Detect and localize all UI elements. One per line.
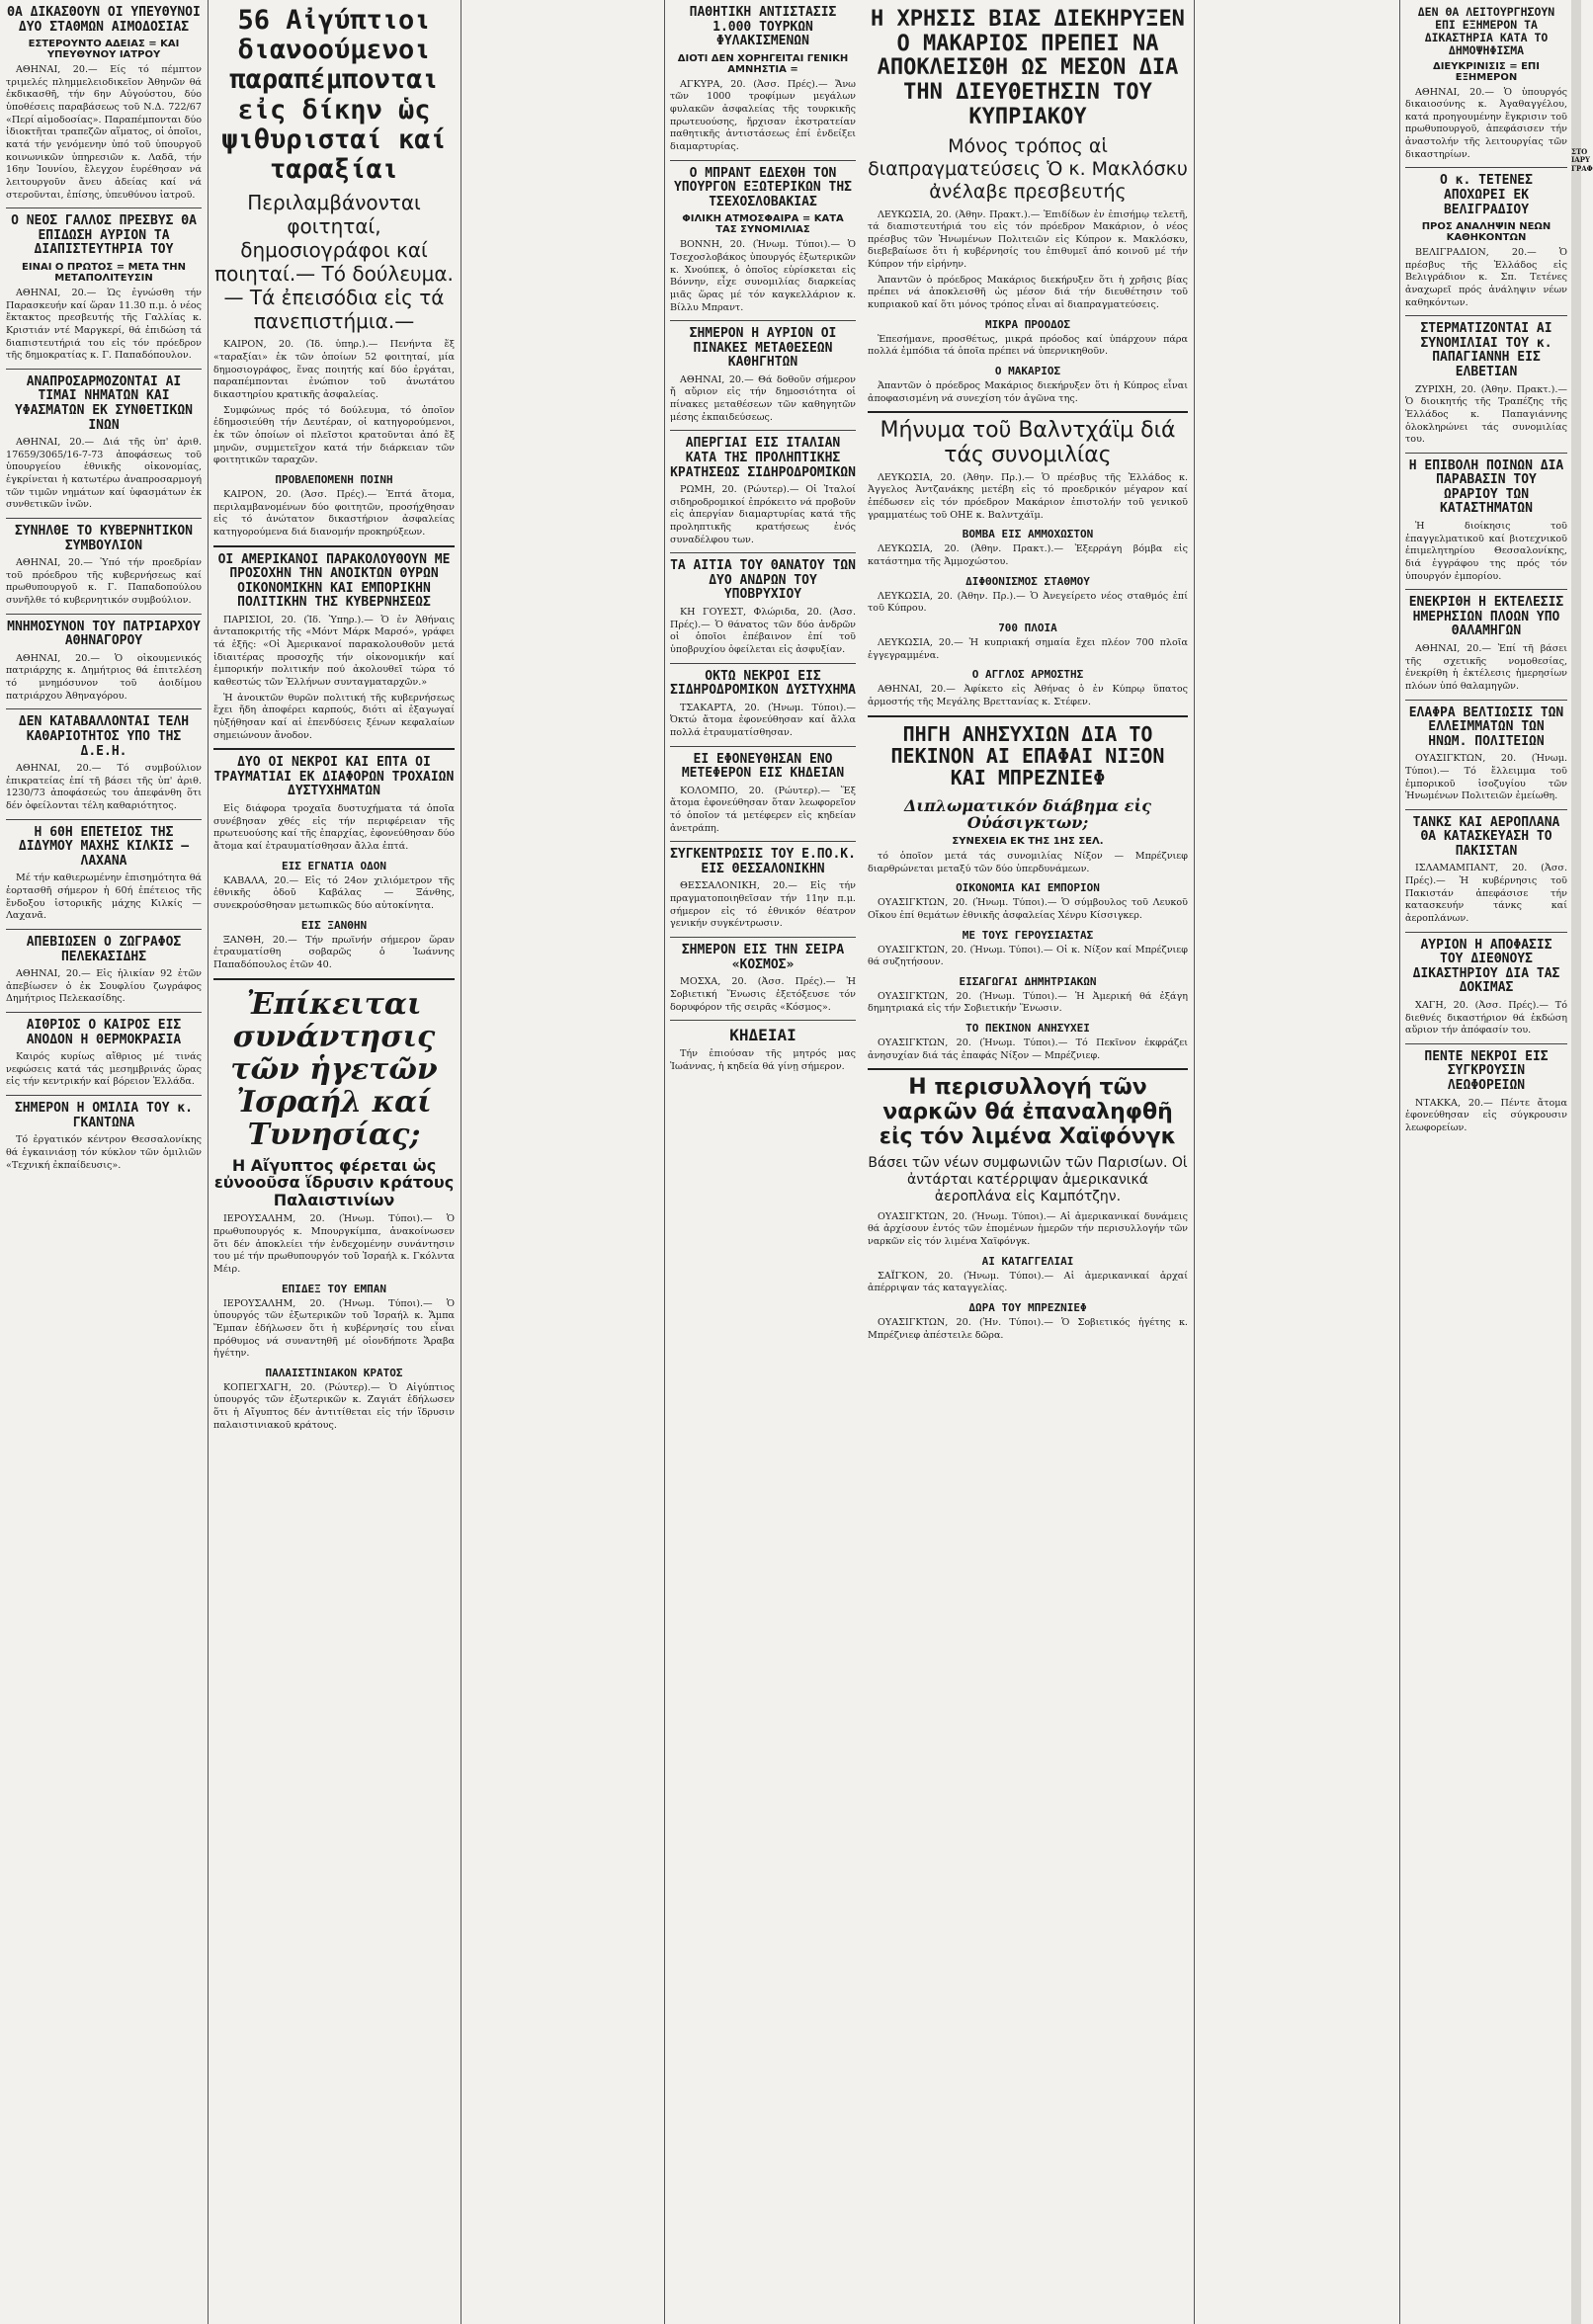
subheadline: ΔΙΟΤΙ ΔΕΝ ΧΟΡΗΓΕΙΤΑΙ ΓΕΝΙΚΗ ΑΜΝΗΣΤΙΑ = xyxy=(677,52,849,75)
article-body: ΟΥΑΣΙΓΚΤΩΝ, 20. (Ἡνωμ. Τύποι).— Ὁ σύμβουλος τοῦ Λευκοῦ Οἴκου ἐπί θεμάτων ἐθνικῆς ἀσφαλείας Χένρυ Κίσσιγκερ. xyxy=(868,897,1188,921)
subhead: ΕΙΣ ΞΑΝΘΗΝ xyxy=(300,918,368,932)
page-edge xyxy=(1571,0,1593,2324)
article-body: ΙΕΡΟΥΣΑΛΗΜ, 20. (Ἡνωμ. Τύποι).— Ὁ πρωθυπουργός κ. Μπουργκίμπα, ἀνακοίνωσεν ὅτι δέν ἀποκλείει τήν ἐνδεχομένην συνάντησιν του μέ τήν πρωθυπουργόν τοῦ Ἰσραήλ κ. Γκόλντα Μέιρ. xyxy=(213,1213,455,1275)
article-body: ΘΕΣΣΑΛΟΝΙΚΗ, 20.— Εἰς τήν πραγματοποιηθεῖσαν τήν 11ην π.μ. σήμερον εἰς τό ἐθνικόν θέατρον γενικήν συγκέντρωσιν. xyxy=(670,880,856,930)
headline: ΤΑΝΚΣ ΚΑΙ ΑΕΡΟΠΛΑΝΑ ΘΑ ΚΑΤΑΣΚΕΥΑΣΗ ΤΟ ΠΑΚΙΣΤΑΝ xyxy=(1412,814,1560,859)
subheadline: ΔΙΕΥΚΡΙΝΙΣΙΣ = ΕΠΙ ΕΞΗΜΕΡΟΝ xyxy=(1432,60,1541,83)
subhead: ΠΑΛΑΙΣΤΙΝΙΑΚΟΝ ΚΡΑΤΟΣ xyxy=(265,1366,403,1379)
article-body: ΛΕΥΚΩΣΙΑ, 20. (Ἀθην. Πρ.).— Ὁ πρέσβυς τῆς Ἑλλάδος κ. Ἀγγελος Ἀντζανάκης μετέβη εἰς τό προεδρικόν μέγαρον καί ἐπέδωσεν εἰς τόν πρόεδρον Μακάριον ἐπιστολήν τοῦ γενικοῦ γραμματέως τοῦ ΟΗΕ κ. Βαλντχάϊμ. xyxy=(868,471,1188,521)
subhead: ΠΡΟΒΛΕΠΟΜΕΝΗ ΠΟΙΝΗ xyxy=(275,472,393,486)
subhead: ΕΠΙΔΕΞ ΤΟΥ ΕΜΠΑΝ xyxy=(282,1282,386,1295)
headline: ΔΕΝ ΚΑΤΑΒΑΛΛΟΝΤΑΙ ΤΕΛΗ ΚΑΘΑΡΙΟΤΗΤΟΣ ΥΠΟ ΤΗΣ Δ.Ε.Η. xyxy=(18,714,190,759)
article-body: ΛΕΥΚΩΣΙΑ, 20. (Ἀθην. Πρ.).— Ὁ Ἀνεγείρετο νέος σταθμός ἐπί τοῦ Κύπρου. xyxy=(868,590,1188,615)
article-body: ΑΘΗΝΑΙ, 20.— Ὁ οἰκουμενικός πατριάρχης κ. Δημήτριος θά ἐπιτελέση τό μνημόσυνον τοῦ ἀοιδίμου πατριάρχου Ἀθηναγόρου. xyxy=(6,652,202,702)
headline: ΣΗΜΕΡΟΝ Η ΟΜΙΛΙΑ ΤΟΥ κ. ΓΚΑΝΤΩΝΑ xyxy=(14,1101,193,1130)
article-body: Ἡ διοίκησις τοῦ ἐπαγγελματικοῦ καί βιοτεχνικοῦ ἐπιμελητηρίου Θεσσαλονίκης, διά ἐγγράφου της πρός τόν ὑπουργόν ἐμπορίου. xyxy=(1405,521,1567,582)
subhead: Ο ΜΑΚΑΡΙΟΣ xyxy=(994,365,1061,378)
headline: Ο κ. ΤΕΤΕΝΕΣ ΑΠΟΧΩΡΕΙ ΕΚ ΒΕΛΙΓΡΑΔΙΟΥ xyxy=(1440,173,1533,217)
column-rule xyxy=(1194,0,1195,2324)
headline: ΔΥΟ ΟΙ ΝΕΚΡΟΙ ΚΑΙ ΕΠΤΑ ΟΙ ΤΡΑΥΜΑΤΙΑΙ ΕΚ ΔΙΑΦΟΡΩΝ ΤΡΟΧΑΙΩΝ ΔΥΣΤΥΧΗΜΑΤΩΝ xyxy=(213,755,455,799)
subhead: ΔΙΦΘΟΝΙΣΜΟΣ ΣΤΑΘΜΟΥ xyxy=(965,574,1090,588)
subhead: ΤΟ ΠΕΚΙΝΟΝ ΑΝΗΣΥΧΕΙ xyxy=(965,1022,1090,1036)
article-body: ΟΥΑΣΙΓΚΤΩΝ, 20. (Ἡνωμ. Τύποι).— Τό ἔλλειμμα τοῦ ἐμπορικοῦ ἰσοζυγίου τῶν Ἡνωμένων Πολιτειῶν ἐμείωθη. xyxy=(1405,753,1567,802)
headline: Ο ΜΠΡΑΝΤ ΕΔΕΧΘΗ ΤΟΝ ΥΠΟΥΡΓΟΝ ΕΞΩΤΕΡΙΚΩΝ ΤΗΣ ΤΣΕΧΟΣΛΟΒΑΚΙΑΣ xyxy=(673,165,852,209)
headline: ΕΝΕΚΡΙΘΗ Η ΕΚΤΕΛΕΣΙΣ ΗΜΕΡΗΣΙΩΝ ΠΛΟΩΝ ΥΠΟ ΘΑΛΑΜΗΓΩΝ xyxy=(1408,595,1564,639)
headline: Η 60Η ΕΠΕΤΕΙΟΣ ΤΗΣ ΔΙΔΥΜΟΥ ΜΑΧΗΣ ΚΙΛΚΙΣ — ΛΑΧΑΝΑ xyxy=(18,824,190,869)
headline: ΤΑ ΑΙΤΙΑ ΤΟΥ ΘΑΝΑΤΟΥ ΤΩΝ ΔΥΟ ΑΝΔΡΩΝ ΤΟΥ ΥΠΟΒΡΥΧΙΟΥ xyxy=(670,558,856,603)
subheadline: ΦΙΛΙΚΗ ΑΤΜΟΣΦΑΙΡΑ = ΚΑΤΑ ΤΑΣ ΣΥΝΟΜΙΛΙΑΣ xyxy=(682,213,844,236)
column-rule xyxy=(1399,0,1400,2324)
article-body: Μέ τήν καθιερωμένην ἐπισημότητα θά ἑορτασθῆ σήμερον ἡ 60ή ἐπέτειος τῆς ἔνδοξου ἱστορικῆς μάχης Κιλκίς — Λαχανᾶ. xyxy=(6,872,202,922)
article-body: Ἐπεσήμανε, προσθέτως, μικρά πρόοδος καί ὑπάρχουν πάρα πολλά ἐμπόδια τά ὁποῖα πρέπει νά ὑπερνικηθοῦν. xyxy=(868,333,1188,358)
article-body: ΠΑΡΙΣΙΟΙ, 20. (Ἰδ. Ὑπηρ.).— Ὁ ἐν Ἀθήναις ἀνταποκριτής τῆς «Μόντ Μάρκ Μαρσό», γράφει τά ἑξῆς: «Οἱ Ἀμερικανοί παρακολουθοῦν μετά ἰδιαιτέρας προσοχῆς τήν οἰκονομικήν καί ἐμπορικήν πολιτικήν πού ἀκολουθεῖ τώρα τό καθεστώς τῶν Ἑλλήνων συνταγματαρχῶν.» xyxy=(213,614,455,689)
edge-text: ΣΤΟ xyxy=(1571,147,1588,156)
headline: ΑΠΕΡΓΙΑΙ ΕΙΣ ΙΤΑΛΙΑΝ ΚΑΤΑ ΤΗΣ ΠΡΟΛΗΠΤΙΚΗΣ ΚΡΑΤΗΣΕΩΣ ΣΙΔΗΡΟΔΡΟΜΙΚΩΝ xyxy=(670,436,856,480)
article-body: ΟΥΑΣΙΓΚΤΩΝ, 20. (Ἡνωμ. Τύποι).— Ἡ Ἀμερική θά ἐξάγη δημητριακά εἰς τήν Σοβιετικήν Ἕνωσιν. xyxy=(868,990,1188,1015)
headline: ΠΗΓΗ ΑΝΗΣΥΧΙΩΝ ΔΙΑ ΤΟ ΠΕΚΙΝΟΝ ΑΙ ΕΠΑΦΑΙ ΝΙΞΟΝ ΚΑΙ ΜΠΡΕΖΝΙΕΦ xyxy=(890,721,1165,790)
subhead: ΒΟΜΒΑ ΕΙΣ ΑΜΜΟΧΩΣΤΟΝ xyxy=(962,528,1094,541)
headline: Ο ΝΕΟΣ ΓΑΛΛΟΣ ΠΡΕΣΒΥΣ ΘΑ ΕΠΙΔΩΣΗ ΑΥΡΙΟΝ ΤΑ ΔΙΑΠΙΣΤΕΥΤΗΡΙΑ ΤΟΥ xyxy=(11,213,197,258)
headline: Η περισυλλογή τῶν ναρκῶν θά ἐπαναληφθῆ εἰς τόν λιμένα Χαϊφόνγκ xyxy=(879,1075,1177,1149)
article-body: Τό ἐργατικόν κέντρον Θεσσαλονίκης θά ἐγκαινιάσῃ τόν κύκλον τῶν ὁμιλιῶν «Τεχνική ἐκπαίδευσις». xyxy=(6,1134,202,1171)
headline: ΑΠΕΒΙΩΣΕΝ Ο ΖΩΓΡΑΦΟΣ ΠΕΛΕΚΑΣΙΔΗΣ xyxy=(26,934,182,964)
deck: Βάσει τῶν νέων συμφωνιῶν τῶν Παρισίων. Οἱ ἀντάρται κατέρριψαν ἀμερικανικά ἀεροπλάνα εἰς Καμπότζην. xyxy=(868,1155,1188,1204)
article-body: ΑΘΗΝΑΙ, 20.— Ὑπό τήν προεδρίαν τοῦ πρόεδρου τῆς κυβερνήσεως καί πρωθυπουργοῦ κ. Γ. Παπαδοπούλου συνῆλθε τό κυβερνητικόν συμβούλιον. xyxy=(6,557,202,607)
subhead: ΔΩΡΑ ΤΟΥ ΜΠΡΕΖΝΙΕΦ xyxy=(968,1300,1087,1314)
headline: ΣΥΝΗΛΘΕ ΤΟ ΚΥΒΕΡΝΗΤΙΚΟΝ ΣΥΜΒΟΥΛΙΟΝ xyxy=(14,524,193,553)
article-body: ΑΘΗΝΑΙ, 20.— Θά δοθοῦν σήμερον ἤ αὔριον εἰς τήν δημοσιότητα οἱ πίνακες μεταθέσεων τῶν καθηγητῶν μέσης ἐκπαιδεύσεως. xyxy=(670,374,856,423)
article-body: ΟΥΑΣΙΓΚΤΩΝ, 20. (Ἡνωμ. Τύποι).— Αἱ ἀμερικανικαί δυνάμεις θά ἀρχίσουν ἐντός τῶν ἑπομένων ἡμερῶν τήν περισυλλογήν τῶν ναρκῶν εἰς τόν λιμένα Χαϊφόνγκ. xyxy=(868,1210,1188,1248)
headline: ΑΥΡΙΟΝ Η ΑΠΟΦΑΣΙΣ ΤΟΥ ΔΙΕΘΝΟΥΣ ΔΙΚΑΣΤΗΡΙΟΥ ΔΙΑ ΤΑΣ ΔΟΚΙΜΑΣ xyxy=(1412,937,1560,996)
headline: ΔΕΝ ΘΑ ΛΕΙΤΟΥΡΓΗΣΟΥΝ ΕΠΙ ΕΞΗΜΕΡΟΝ ΤΑ ΔΙΚΑΣΤΗΡΙΑ ΚΑΤΑ ΤΟ ΔΗΜΟΨΗΦΙΣΜΑ xyxy=(1417,5,1555,57)
headline: 56 Αἰγύπτιοι διανοούμενοι παραπέμπονται εἰς δίκην ὡς ψιθυρισταί καί ταραξίαι xyxy=(221,5,447,186)
column-2 xyxy=(213,0,455,2324)
article-body: τό ὁποῖον μετά τάς συνομιλίας Νίξον — Μπρέζνιεφ διαρθρώνεται μεταξύ τῶν δύο ὑπερδυνάμεων. xyxy=(868,850,1188,874)
article-body: Καιρός κυρίως αἴθριος μέ τινάς νεφώσεις κατά τάς μεσημβρινάς ὥρας εἰς τήν κεντρικήν καί βόρειον Ἑλλάδα. xyxy=(6,1051,202,1088)
article-body: ΑΘΗΝΑΙ, 20.— Είς τό πέμπτον τριμελές πλημμελειοδικεῖον Ἀθηνῶν θά ἐκδικασθῆ, τήν 6ην Αὐγούστου, δύο ὑποθέσεις παραβάσεως τοῦ Ν.Δ. 722/67 «Περί αἱμοδοσίας». Παραπέμπονται δύο ἰδιοκτῆται τραπεζῶν αἵματος, οἱ ὁποῖοι, κατά τήν γενόμενην ὑπό τοῦ ὑπουργοῦ κοινωνικῶν ὑπηρεσιῶν κ. Λαδᾶ, τήν 16ην Ἰουνίου, ἔλεγχον ἐυρέθησαν νά λειτουργοῦν ἄνευ ἀδείας καί νά στεροῦνται, ἐπίσης, ὑπευθύνου ἰατροῦ. xyxy=(6,64,202,201)
article-body: ΤΣΑΚΑΡΤΑ, 20. (Ἡνωμ. Τύποι).— Ὀκτώ ἄτομα ἐφονεύθησαν καί ἄλλα πολλά ἐτραυματίσθησαν. xyxy=(670,702,856,739)
article-body: ΙΕΡΟΥΣΑΛΗΜ, 20. (Ἡνωμ. Τύποι).— Ὁ ὑπουργός τῶν ἐξωτερικῶν τοῦ Ἰσραήλ κ. Ἄμπα Ἔμπαν ἐδήλωσεν ὅτι ἡ κυβέρνησίς του εἶναι πρόθυμος νά συναντηθῆ μέ οἱονδήποτε Ἄραβα ἡγέτην. xyxy=(213,1297,455,1360)
article-body: ΝΤΑΚΚΑ, 20.— Πέντε ἄτομα ἐφονεύθησαν εἰς σύγκρουσιν λεωφορείων. xyxy=(1405,1097,1567,1133)
article-body: ΒΕΛΙΓΡΑΔΙΟΝ, 20.— Ὁ πρέσβυς τῆς Ἑλλάδος εἰς Βελιγράδιον κ. Σπ. Τετένες ἀναχωρεῖ πρός ἀνάληψιν νέων καθηκόντων. xyxy=(1405,247,1567,308)
subheadline: ΕΙΝΑΙ Ο ΠΡΩΤΟΣ = ΜΕΤΑ ΤΗΝ ΜΕΤΑΠΟΛΙΤΕΥΣΙΝ xyxy=(22,261,186,284)
article-body: ΚΟΛΟΜΠΟ, 20. (Ρώυτερ).— Ἕξ ἄτομα ἐφονεύθησαν ὅταν λεωφορεῖον τό ὁποῖον τά μετέφερεν εἰς κηδείαν ἀνετράπη. xyxy=(670,785,856,834)
article-body: ΖΥΡΙΧΗ, 20. (Ἀθην. Πρακτ.).— Ὁ διοικητής τῆς Τραπέζης τῆς Ἑλλάδος κ. Παπαγιάννης ὁλοκληρώνει τάς συνομιλίας του. xyxy=(1405,383,1567,446)
subhead: ΟΙΚΟΝΟΜΙΑ ΚΑΙ ΕΜΠΟΡΙΟΝ xyxy=(956,881,1100,895)
subheadline: Διπλωματικόν διάβημα εἰς Οὐάσιγκτων; xyxy=(904,795,1151,833)
column-1 xyxy=(6,0,202,2324)
article-body: ΚΟΠΕΓΧΑΓΗ, 20. (Ρώυτερ).— Ὁ Αἰγύπτιος ὑπουργός τῶν ἐξωτερικῶν κ. Ζαγιάτ ἐδήλωσεν ὅτι ἡ Αἴγυπτος δέν ἀντιτίθεται εἰς τήν ἵδρυσιν παλαιστινιακοῦ κράτους. xyxy=(213,1381,455,1431)
headline: ΠΕΝΤΕ ΝΕΚΡΟΙ ΕΙΣ ΣΥΓΚΡΟΥΣΙΝ ΛΕΩΦΟΡΕΙΩΝ xyxy=(1424,1048,1549,1093)
column-rule xyxy=(208,0,209,2324)
article-body: ΑΘΗΝΑΙ, 20.— Διά τῆς ὑπ' ἀριθ. 17659/3065/16-7-73 ἀποφάσεως τοῦ ὑπουργείου ἐθνικῆς οἰκονομίας, ἐγκρίνεται ἡ κατωτέρω ἀναπροσαρμογή τῶν τιμῶν νημάτων καί ὑφασμάτων ἐκ συνθετικῶν ἰνῶν. xyxy=(6,437,202,511)
column-4-content xyxy=(862,0,1194,2324)
article-body: ΚΑΙΡΟΝ, 20. (Ἰδ. ὑπηρ.).— Πενήντα ἕξ «ταραξίαι» ἐκ τῶν ὁποίων 52 φοιτηταί, μία δημοσιογράφος, ἕνας ποιητής καί δύο ἐργάται, παραπέμπονται ἐνώπιον τοῦ ἀνωτάτου δικαστηρίου κρατικῆς ἀσφαλείας. xyxy=(213,339,455,401)
edge-text: ΓΡΑΦ xyxy=(1571,163,1593,173)
subhead: 700 ΠΛΟΙΑ xyxy=(998,621,1057,634)
article-body: ΣΑΪΓΚΟΝ, 20. (Ἡνωμ. Τύποι).— Αἱ ἀμερικανικαί ἀρχαί ἀπέρριψαν τάς καταγγελίας. xyxy=(868,1270,1188,1294)
article-body: ΒΟΝΝΗ, 20. (Ἡνωμ. Τύποι).— Ὁ Τσεχοσλοβάκος ὑπουργός ἐξωτερικῶν κ. Χνούπεκ, ὁ ὁποῖος εὑρίσκεται εἰς Βόννην, εἶχε συνομιλίας διαρκείας μιᾶς ὥρας μέ τόν καγκελλάριον κ. Βίλλυ Μπραντ. xyxy=(670,239,856,313)
continued-note: ΣΥΝΕΧΕΙΑ ΕΚ ΤΗΣ 1ΗΣ ΣΕΛ. xyxy=(952,835,1104,847)
headline: ΕΙ ΕΦΟΝΕΥΘΗΣΑΝ ΕΝΟ ΜΕΤΕΦΕΡΟΝ ΕΙΣ ΚΗΔΕΙΑΝ xyxy=(681,751,845,782)
headline: ΟΚΤΩ ΝΕΚΡΟΙ ΕΙΣ ΣΙΔΗΡΟΔΡΟΜΙΚΟΝ ΔΥΣΤΥΧΗΜΑ xyxy=(670,668,856,699)
article-body: ΑΘΗΝΑΙ, 20.— Τό συμβούλιον ἐπικρατείας ἐπί τῆ βάσει τῆς ὑπ' ἀριθ. 1230/73 ἀποφάσεώς του ἀπεφάνθη ὅτι δέν ὀφείλονται τέλη καθαριότητος. xyxy=(6,763,202,812)
subhead: ΑΙ ΚΑΤΑΓΓΕΛΙΑΙ xyxy=(981,1254,1074,1268)
subheadline: ΕΣΤΕΡΟΥΝΤΟ ΑΔΕΙΑΣ = ΚΑΙ ΥΠΕΥΘΥΝΟΥ ΙΑΤΡΟΥ xyxy=(28,39,180,61)
article-body: Συμφώνως πρός τό δούλευμα, τό ὁποῖον ἐδημοσιεύθη τήν Δευτέραν, οἱ κατηγορούμενοι, ἐκ τῶν ὁποίων οἱ πλεῖστοι κρατοῦνται ἀπό ἕξ μηνῶν, συμμετεῖχον κατά τήν διάρκειαν τῶν φοιτητικῶν ταραχῶν. xyxy=(213,404,455,466)
article-body: ΚΗ ΓΟΥΕΣΤ, Φλώριδα, 20. (Ἀσσ. Πρές).— Ὁ θάνατος τῶν δύο ἀνδρῶν οἱ ὁποῖοι ἐπέβαινον ἐπί τοῦ ὑποβρυχίου ὀφείλεται εἰς ἀσφυξίαν. xyxy=(670,606,856,655)
headline: ΑΙΘΡΙΟΣ Ο ΚΑΙΡΟΣ ΕΙΣ ΑΝΟΔΟΝ Η ΘΕΡΜΟΚΡΑΣΙΑ xyxy=(26,1018,182,1047)
article-body: ΜΟΣΧΑ, 20. (Ἀσσ. Πρές).— Ἡ Σοβιετική Ἕνωσις ἐξετόξευσε τόν δορυφόρον τῆς σειρᾶς «Κόσμος». xyxy=(670,976,856,1013)
article-body: ΑΓΚΥΡΑ, 20. (Ἀσσ. Πρές).— Ἄνω τῶν 1000 τροφίμων μεγάλων φυλακῶν ἀσφαλείας τῆς τουρκικῆς πρωτευούσης, ἤρχισαν ἐκστρατείαν παθητικῆς ἀντιστάσεως ἐπί ἐνδείξει διαμαρτυρίας. xyxy=(670,78,856,152)
article-body: ΟΥΑΣΙΓΚΤΩΝ, 20. (Ἡν. Τύποι).— Ὁ Σοβιετικός ἡγέτης κ. Μπρέζνιεφ ἀπέστειλε δῶρα. xyxy=(868,1316,1188,1341)
article-body: Εἰς διάφορα τροχαῖα δυστυχήματα τά ὁποῖα συνέβησαν χθές εἰς τήν περιφέρειαν τῆς πρωτευούσης καί τῆς ἐπαρχίας, ἐφονεύθησαν δύο ἄτομα καί ἐτραυματίσθησαν ἄλλα ἑπτά. xyxy=(213,802,455,852)
article-body: Ἀπαντῶν ὁ πρόεδρος Μακάριος διεκήρυξεν ὅτι ἡ Κύπρος εἶναι ἀποφασισμένη νά συνεχίση τόν ἀγῶνα της. xyxy=(868,380,1188,404)
headline: Η ΕΠΙΒΟΛΗ ΠΟΙΝΩΝ ΔΙΑ ΠΑΡΑΒΑΣΙΝ ΤΟΥ ΩΡΑΡΙΟΥ ΤΩΝ ΚΑΤΑΣΤΗΜΑΤΩΝ xyxy=(1408,457,1564,517)
subhead: ΜΕ ΤΟΥΣ ΓΕΡΟΥΣΙΑΣΤΑΣ xyxy=(962,928,1094,942)
deck: Περιλαμβάνονται φοιτηταί, δημοσιογράφοι καί ποιηταί.— Τό δούλευμα.— Τά ἐπεισόδια εἰς τά πανεπιστήμια.— xyxy=(214,191,454,334)
headline: ΕΛΑΦΡΑ ΒΕΛΤΙΩΣΙΣ ΤΩΝ ΕΛΛΕΙΜΜΑΤΩΝ ΤΩΝ ΗΝΩΜ. ΠΟΛΙΤΕΙΩΝ xyxy=(1408,705,1564,749)
article-body: ΚΑΙΡΟΝ, 20. (Ἀσσ. Πρές).— Ἐπτά ἄτομα, περιλαμβανομένων δύο φοιτητῶν, προσήχθησαν εἰς τό ἀνώτατον δικαστήριον ἀσφαλείας κατηγορούμενα διά διανομήν προκηρύξεων. xyxy=(213,488,455,538)
subhead: ΕΙΣ ΕΓΝΑΤΙΑ ΟΔΟΝ xyxy=(282,859,386,872)
subhead: ΕΙΣΑΓΩΓΑΙ ΔΗΜΗΤΡΙΑΚΩΝ xyxy=(959,974,1097,988)
article-body: ΑΘΗΝΑΙ, 20.— Ἀφίκετο εἰς Ἀθήνας ὁ ἐν Κύπρῳ ὕπατος ἁρμοστής τῆς Μεγάλης Βρεττανίας κ. Στέφεν. xyxy=(868,684,1188,707)
edge-text: ΙΑΡΥ xyxy=(1571,155,1590,165)
article-body: Τήν ἐπιούσαν τῆς μητρός μας Ἰωάννας, ἡ κηδεία θά γίνῃ σήμερον. xyxy=(670,1048,856,1072)
article-body: ΑΘΗΝΑΙ, 20.— Ὡς ἐγνώσθη τήν Παρασκευήν καί ὥραν 11.30 π.μ. ὁ νέος ἔκτακτος πρεσβευτής τῆς Γαλλίας κ. Κριστιάν ντέ Μαργκερί, θά ἐπιδώση τά διαπιστευτήριά του εἰς τόν πρόεδρον τῆς δημοκρατίας κ. Γ. Παπαδόπουλον. xyxy=(6,287,202,362)
headline: ΣΥΓΚΕΝΤΡΩΣΙΣ ΤΟΥ Ε.ΠΟ.Κ. ΕΙΣ ΘΕΣΣΑΛΟΝΙΚΗΝ xyxy=(670,847,856,876)
headline: ΣΗΜΕΡΟΝ ΕΙΣ ΤΗΝ ΣΕΙΡΑ «ΚΟΣΜΟΣ» xyxy=(681,943,845,972)
article-body: ΡΩΜΗ, 20. (Ρώυτερ).— Οἱ Ἰταλοί σιδηροδρομικοί ἐπρόκειτο νά προβοῦν εἰς ἀπεργίαν διαμαρτυρίας κατά τῆς προληπτικῆς κρατήσεως ἑνός συναδέλφου των. xyxy=(670,484,856,545)
article-body: Ἡ ἀνοικτῶν θυρῶν πολιτική τῆς κυβερνήσεως ἔχει ἤδη ἀποφέρει καρπούς, διότι αἱ ἐξαγωγαί ηὐξήθησαν καί αἱ ἐπενδύσεις ξένων κεφαλαίων σημειώνουν ἄνοδον. xyxy=(213,692,455,741)
article-body: ΑΘΗΝΑΙ, 20.— Εἰς ἡλικίαν 92 ἐτῶν ἀπεβίωσεν ὁ ἐκ Σουφλίου ζωγράφος Δημήτριος Πελεκασίδης. xyxy=(6,968,202,1005)
subheadline: ΠΡΟΣ ΑΝΑΛΗΨΙΝ ΝΕΩΝ ΚΑΘΗΚΟΝΤΩΝ xyxy=(1421,221,1551,244)
deck: Μόνος τρόπος αἱ διαπραγματεύσεις Ὁ κ. Μακλόσκυ ἀνέλαβε πρεσβευτής xyxy=(868,135,1188,203)
subhead: Ο ΑΓΓΛΟΣ ΑΡΜΟΣΤΗΣ xyxy=(971,668,1084,682)
article-body: ΞΑΝΘΗ, 20.— Τήν πρωϊνήν σήμερον ὥραν ἐτραυματίσθη σοβαρῶς ὁ Ἰωάννης Παπαδόπουλος ἐτῶν 40. xyxy=(213,934,455,970)
article-body: ΧΑΓΗ, 20. (Ἀσσ. Πρές).— Τό διεθνές δικαστήριον θά ἐκδώση αὔριον τήν ἀπόφασίν του. xyxy=(1405,999,1567,1037)
column-3 xyxy=(664,0,862,2324)
column-5 xyxy=(1405,0,1567,2324)
headline: ΟΙ ΑΜΕΡΙΚΑΝΟΙ ΠΑΡΑΚΟΛΟΥΘΟΥΝ ΜΕ ΠΡΟΣΟΧΗΝ ΤΗΝ ΑΝΟΙΚΤΩΝ ΘΥΡΩΝ ΟΙΚΟΝΟΜΙΚΗΝ ΚΑΙ ΕΜΠΟΡΙΚΗΝ ΠΟΛΙΤΙΚΗΝ ΤΗΣ ΚΥΒΕΡΝΗΣΕΩΣ xyxy=(217,551,451,611)
headline: ΜΝΗΜΟΣΥΝΟΝ ΤΟΥ ΠΑΤΡΙΑΡΧΟΥ ΑΘΗΝΑΓΟΡΟΥ xyxy=(7,619,201,649)
article-body: ΑΘΗΝΑΙ, 20.— Ὁ ὑπουργός δικαιοσύνης κ. Ἀγαθαγγέλου, κατά προηγουμένην ἔγκρισιν τοῦ πρωθυπουργοῦ, ἀπεφάσισεν τήν ἀναστολήν τῆς λειτουργίας τῶν δικαστηρίων. xyxy=(1405,86,1567,160)
subhead: ΜΙΚΡΑ ΠΡΟΟΔΟΣ xyxy=(984,317,1071,331)
headline: ΑΝΑΠΡΟΣΑΡΜΟΖΟΝΤΑΙ ΑΙ ΤΙΜΑΙ ΝΗΜΑΤΩΝ ΚΑΙ ΥΦΑΣΜΑΤΩΝ ΕΚ ΣΥΝΘΕΤΙΚΩΝ ΙΝΩΝ xyxy=(14,374,193,433)
article-body: ΛΕΥΚΩΣΙΑ, 20. (Ἀθην. Πρακτ.).— Ἐπιδίδων ἐν ἐπισήμῳ τελετῆ, τά διαπιστευτήριά του εἰς τόν πρόεδρον Μακάριον, ὁ νέος πρέσβυς τῶν Ἡνωμένων Πολιτειῶν εἰς Κύπρον κ. Μακλόσκυ, διεβεβαίωσε ὅτι ἡ κυβέρνησίς του ἐπιθυμεῖ ἀπό κοινοῦ μέ τήν Κύπρον τήν εἰρήνην. xyxy=(868,208,1188,271)
article-body: ΛΕΥΚΩΣΙΑ, 20.— Ἡ κυπριακή σημαία ἔχει πλέον 700 πλοῖα ἐγγεγραμμένα. xyxy=(868,636,1188,661)
headline: ΠΑΘΗΤΙΚΗ ΑΝΤΙΣΤΑΣΙΣ 1.000 ΤΟΥΡΚΩΝ ΦΥΛΑΚΙΣΜΕΝΩΝ xyxy=(689,5,837,49)
headline: ΣΤΕΡΜΑΤΙΖΟΝΤΑΙ ΑΙ ΣΥΝΟΜΙΛΙΑΙ ΤΟΥ κ. ΠΑΠΑΓΙΑΝΝΗ ΕΙΣ ΕΛΒΕΤΙΑΝ xyxy=(1420,321,1552,379)
article-body: ΙΣΛΑΜΑΜΠΑΝΤ, 20. (Ἀσσ. Πρές).— Ἡ κυβέρνησις τοῦ Πακιστάν ἀπεφάσισε τήν κατασκευήν τάνκς καί ἀεροπλάνων. xyxy=(1405,863,1567,925)
article-body: ΟΥΑΣΙΓΚΤΩΝ, 20. (Ἡνωμ. Τύποι).— Οἱ κ. Νίξον καί Μπρέζνιεφ θά συζητήσουν. xyxy=(868,944,1188,968)
subheadline: Η Αἴγυπτος φέρεται ὡς εὐνοοῦσα ἵδρυσιν κράτους Παλαιστινίων xyxy=(213,1155,455,1210)
headline: Μήνυμα τοῦ Βαλντχάϊμ διά τάς συνομιλίας xyxy=(880,418,1176,468)
article-body: ΛΕΥΚΩΣΙΑ, 20. (Ἀθην. Πρακτ.).— Ἐξερράγη βόμβα εἰς κατάστημα τῆς Ἀμμοχώστου. xyxy=(868,543,1188,567)
headline: ΘΑ ΔΙΚΑΣΘΟΥΝ ΟΙ ΥΠΕΥΘΥΝΟΙ ΔΥΟ ΣΤΑΘΜΩΝ ΑΙΜΟΔΟΣΙΑΣ xyxy=(7,5,201,35)
headline: Η ΧΡΗΣΙΣ ΒΙΑΣ ΔΙΕΚΗΡΥΞΕΝ Ο ΜΑΚΑΡΙΟΣ ΠΡΕΠΕΙ ΝΑ ΑΠΟΚΛΕΙΣΘΗ ΩΣ ΜΕΣΟΝ ΔΙΑ ΤΗΝ ΔΙΕΥΘΕΤΗΣΙΝ ΤΟΥ ΚΥΠΡΙΑΚΟΥ xyxy=(871,7,1185,129)
headline: ΣΗΜΕΡΟΝ Η ΑΥΡΙΟΝ ΟΙ ΠΙΝΑΚΕΣ ΜΕΤΑΘΕΣΕΩΝ ΚΑΘΗΓΗΤΩΝ xyxy=(689,326,837,371)
article-body: ΑΘΗΝΑΙ, 20.— Ἐπί τῆ βάσει τῆς σχετικῆς νομοθεσίας, ἐνεκρίθη ἡ ἐκτέλεσις ἡμερησίων πλόων ὑπό θαλαμηγῶν. xyxy=(1405,642,1567,692)
article-body: ΚΑΒΑΛΑ, 20.— Εἰς τό 24ον χιλιόμετρον τῆς ἐθνικῆς ὁδοῦ Καβάλας — Ξάνθης, συνεκρούσθησαν μετωπικῶς δύο αὐτοκίνητα. xyxy=(213,874,455,911)
headline: ΚΗΔΕΙΑΙ xyxy=(729,1026,796,1045)
headline: Ἐπίκειται συνάντησις τῶν ἡγετῶν Ἰσραήλ καί Τυνησίας; xyxy=(230,986,438,1152)
article-body: Ἀπαντῶν ὁ πρόεδρος Μακάριος διεκήρυξεν ὅτι ἡ χρῆσις βίας πρέπει νά ἀποκλεισθῆ ὡς μέσον διά τήν διευθέτησιν τοῦ κυπριακοῦ καί ὅτι μόνος τρόπος εἶναι αἱ διαπραγματεύσεις. xyxy=(868,274,1188,311)
article-body: ΟΥΑΣΙΓΚΤΩΝ, 20. (Ἡνωμ. Τύποι).— Τό Πεκῖνον ἐκφράζει ἀνησυχίαν διά τάς ἐπαφάς Νίξον — Μπρέζνιεφ. xyxy=(868,1038,1188,1061)
